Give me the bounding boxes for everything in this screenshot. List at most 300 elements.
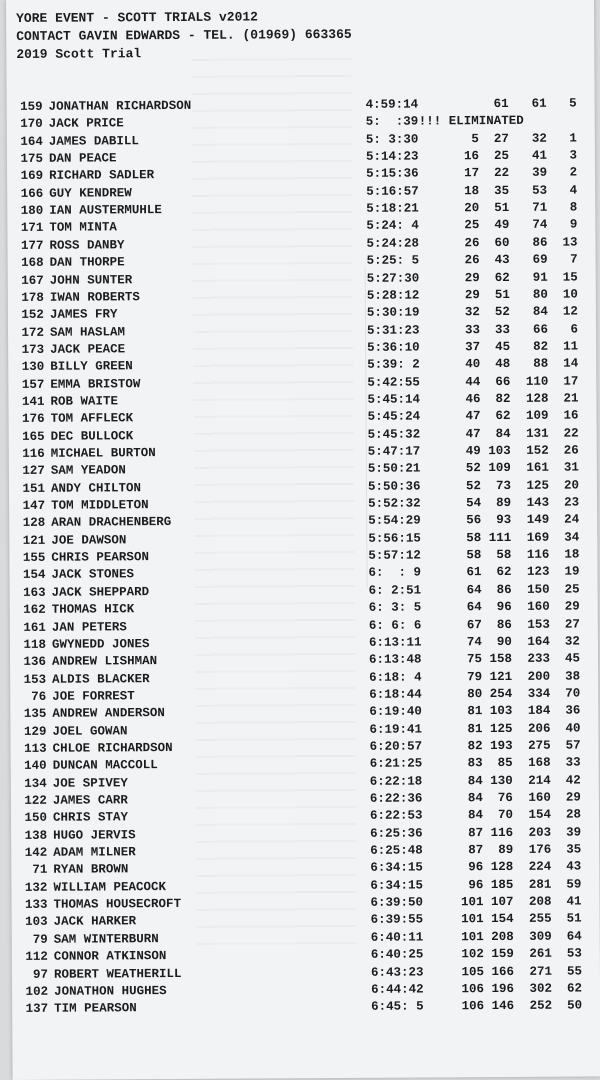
rider-name: JONATHAN RICHARDSON	[48, 98, 192, 114]
score-a: 106	[461, 981, 485, 997]
score-total: 53	[532, 183, 548, 198]
position: 42	[565, 773, 581, 788]
rider-name: DAN PEACE	[48, 151, 117, 166]
score-b: 62	[496, 565, 512, 580]
position: 4	[569, 183, 578, 198]
score-a: 47	[465, 426, 481, 441]
finish-time: 6:22:53	[369, 808, 423, 824]
rider-number: 140	[24, 759, 47, 774]
score-a: 83	[467, 756, 483, 771]
position: 70	[565, 686, 581, 701]
score-total: 86	[532, 235, 548, 250]
rider-number: 116	[22, 446, 45, 461]
score-total: 150	[527, 582, 550, 597]
position: 40	[565, 721, 581, 736]
score-b: 76	[497, 790, 513, 806]
score-b: 52	[494, 305, 510, 320]
position: 23	[564, 495, 580, 510]
rider-name: DAN THORPE	[49, 255, 125, 270]
score-total: 206	[527, 721, 551, 736]
finish-time: 6:21:25	[369, 756, 423, 772]
score-b: 166	[491, 964, 514, 979]
finish-time: 5:18:21	[366, 201, 419, 216]
rider-name: SAM YEADON	[50, 463, 126, 479]
score-total: 71	[532, 200, 548, 215]
score-a: 84	[467, 791, 483, 806]
rider-number: 176	[22, 412, 45, 427]
finish-time: 5:57:12	[368, 548, 421, 563]
score-b: 82	[495, 391, 511, 406]
rider-number: 122	[24, 793, 47, 808]
rider-name: IAN AUSTERMUHLE	[49, 203, 162, 218]
position: 19	[564, 564, 580, 580]
rider-name: CONNOR ATKINSON	[53, 949, 167, 964]
rider-number: 166	[20, 186, 44, 201]
finish-time: 6:22:36	[369, 791, 423, 806]
rider-name: RYAN BROWN	[53, 862, 129, 878]
position: 25	[564, 582, 580, 597]
rider-name: DEC BULLOCK	[50, 428, 134, 444]
score-b: 35	[494, 183, 510, 198]
position: 36	[565, 703, 581, 718]
score-b: 130	[490, 773, 513, 788]
position: 26	[563, 443, 579, 458]
finish-time: 5:56:15	[368, 531, 421, 546]
rider-name: JACK PEACE	[50, 342, 126, 357]
rider-number: 141	[21, 394, 45, 409]
finish-time: 5:14:23	[365, 149, 419, 164]
score-total: 41	[531, 148, 548, 163]
rider-name: CHLOE RICHARDSON	[52, 740, 173, 756]
score-a: 74	[466, 634, 482, 650]
score-total: 74	[532, 218, 548, 233]
finish-time: 6:13:11	[368, 635, 422, 650]
finish-time: 6:40:11	[370, 930, 424, 945]
score-a: 47	[465, 409, 481, 424]
score-b: 89	[496, 495, 512, 511]
rider-name: TOM AFFLECK	[50, 411, 134, 427]
score-total: 169	[526, 530, 550, 545]
position: 41	[566, 894, 582, 909]
rider-name: ROSS DANBY	[49, 238, 125, 253]
score-a: 26	[464, 253, 480, 268]
rider-name: TOM MIDDLETON	[51, 498, 149, 513]
score-total: 149	[526, 513, 550, 528]
rider-name: IWAN ROBERTS	[49, 290, 140, 305]
position: 17	[563, 374, 579, 389]
position: 29	[565, 790, 581, 805]
rider-name: SAM HASLAM	[49, 324, 126, 340]
score-b: 22	[494, 166, 510, 181]
position: 2	[569, 165, 578, 180]
score-total: 116	[526, 547, 550, 562]
rider-number: 152	[21, 307, 44, 323]
score-b: 58	[496, 548, 512, 563]
score-a: 40	[465, 357, 481, 372]
score-a: 84	[467, 773, 483, 788]
score-b: 33	[494, 322, 511, 337]
trial-year: 2019 Scott Trial	[16, 46, 142, 62]
position: 7	[570, 252, 578, 267]
score-total: 80	[532, 287, 548, 302]
rider-number: 164	[20, 134, 43, 149]
finish-time: 6:18: 4	[369, 670, 422, 685]
score-b: 62	[495, 409, 511, 424]
score-total: 82	[533, 339, 549, 354]
score-a: 58	[466, 530, 482, 545]
score-b: 70	[497, 808, 514, 823]
position: 18	[564, 547, 580, 562]
score-b: 146	[491, 999, 515, 1014]
score-b: 107	[490, 895, 514, 910]
score-total: 281	[528, 877, 552, 892]
score-a: 16	[463, 149, 480, 164]
rider-number: 128	[22, 516, 46, 531]
position: 43	[566, 859, 582, 874]
position: 59	[566, 877, 582, 892]
finish-time: 5:25: 5	[366, 253, 420, 268]
score-a: 17	[464, 166, 480, 181]
score-b: 48	[495, 357, 511, 372]
rider-name: MICHAEL BURTON	[50, 446, 156, 461]
score-total: 32	[531, 131, 547, 146]
position: 33	[565, 755, 581, 770]
rider-number: 175	[20, 151, 44, 166]
finish-time: 6:19:40	[369, 704, 422, 720]
finish-time: 6: 6: 6	[368, 617, 422, 633]
score-total: 88	[533, 356, 549, 372]
rider-name: ADAM MILNER	[53, 845, 136, 860]
rider-name: JOE DAWSON	[51, 533, 127, 548]
rider-number: 142	[24, 845, 48, 860]
position: 29	[564, 599, 580, 614]
finish-time: 5:36:10	[367, 340, 420, 355]
rider-number: 102	[25, 984, 49, 999]
score-a: 64	[466, 582, 482, 597]
position: 1	[569, 131, 577, 146]
score-a: 79	[467, 669, 483, 684]
rider-name: JAMES DABILL	[48, 133, 139, 149]
position: 32	[564, 634, 580, 649]
score-total: 302	[529, 981, 553, 996]
score-total: 164	[527, 634, 550, 649]
rider-number: 79	[32, 932, 48, 947]
position: 57	[565, 738, 581, 753]
rider-number: 97	[32, 967, 48, 982]
rider-name: ROBERT WEATHERILL	[53, 966, 182, 982]
rider-name: EMMA BRISTOW	[50, 376, 141, 392]
rider-number: 167	[21, 273, 44, 288]
score-a: 58	[466, 548, 482, 563]
finish-time: 5:45:14	[367, 392, 421, 407]
score-total: 184	[527, 703, 551, 719]
score-total: 69	[532, 252, 548, 267]
position: 12	[562, 304, 578, 319]
position: 64	[566, 929, 582, 944]
score-a: 52	[465, 478, 482, 493]
rider-name: JACK PRICE	[48, 116, 124, 132]
score-b: 43	[494, 253, 510, 268]
score-total: 271	[529, 964, 552, 979]
rider-number: 154	[22, 568, 46, 583]
score-b: 208	[491, 929, 514, 944]
finish-time: 5:42:55	[367, 375, 420, 390]
score-total: 261	[529, 946, 552, 961]
rider-name: HUGO JERVIS	[53, 827, 136, 843]
rider-name: THOMAS HICK	[51, 602, 135, 617]
finish-time: 5:45:32	[367, 427, 421, 442]
position: 27	[564, 617, 580, 632]
event-title: YORE EVENT - SCOTT TRIALS v2012	[16, 9, 258, 26]
score-a: 87	[468, 843, 484, 858]
position: 15	[562, 270, 578, 285]
rider-number: 162	[23, 602, 46, 618]
finish-time: 5:24:28	[366, 236, 420, 251]
score-a: 80	[467, 686, 483, 702]
score-b: 86	[496, 617, 512, 632]
score-a: 29	[464, 287, 480, 303]
document-header	[16, 8, 352, 64]
score-total: 153	[527, 617, 550, 632]
score-b: 159	[491, 947, 514, 962]
rider-number: 155	[22, 550, 46, 566]
rider-name: THOMAS HOUSECROFT	[53, 897, 182, 912]
score-a: 75	[466, 652, 483, 667]
score-total: 66	[532, 322, 549, 337]
score-a: 29	[464, 270, 480, 285]
finish-time: 6:43:23	[370, 964, 424, 980]
finish-time: 5:16:57	[366, 184, 419, 199]
score-b: 96	[496, 600, 512, 615]
score-b: 103	[489, 704, 513, 719]
finish-time: 6:25:36	[370, 826, 423, 841]
finish-time: 5:45:24	[367, 409, 421, 425]
rider-name: JAMES FRY	[49, 307, 118, 322]
rider-number: 71	[32, 863, 48, 878]
score-total: 160	[527, 599, 550, 614]
score-total: 176	[528, 842, 552, 857]
finish-time: 6:18:44	[369, 687, 422, 702]
rider-name: ALDIS BLACKER	[52, 671, 150, 687]
score-a: 20	[464, 201, 480, 216]
score-b: 62	[494, 270, 510, 285]
rider-number: 113	[24, 741, 47, 756]
finish-time: 6:40:25	[370, 947, 424, 962]
finish-time: 6:44:42	[371, 982, 424, 997]
position: 5	[569, 96, 577, 111]
score-a: 25	[464, 218, 480, 233]
position: 51	[566, 911, 582, 927]
rider-name: JACK SHEPPARD	[51, 584, 150, 600]
rider-number: 118	[23, 637, 46, 652]
finish-time: 6:39:50	[370, 895, 424, 910]
finish-time: 5:24: 4	[366, 218, 419, 234]
rider-name: JOHN SUNTER	[49, 272, 133, 288]
finish-time: 6:39:55	[370, 912, 424, 928]
score-a: 49	[465, 444, 481, 459]
rider-number: 170	[20, 117, 43, 132]
score-total: 214	[528, 773, 551, 788]
score-total: 309	[529, 929, 552, 944]
score-b: 85	[497, 756, 513, 771]
rider-number: 177	[20, 238, 44, 253]
rider-number: 130	[21, 360, 45, 375]
score-a: 56	[466, 513, 482, 528]
position: 24	[564, 512, 580, 527]
score-a: 52	[465, 461, 481, 476]
score-total: 208	[528, 894, 552, 909]
score-b: 93	[496, 513, 512, 528]
score-a: 32	[464, 305, 480, 320]
score-b: 128	[490, 860, 514, 875]
score-b: 25	[493, 148, 510, 164]
position: 6	[570, 322, 579, 337]
position: 28	[565, 807, 582, 822]
score-total: 154	[528, 808, 552, 823]
rider-name: DUNCAN MACCOLL	[52, 758, 158, 774]
score-total: 275	[528, 738, 551, 753]
score-total: 84	[532, 304, 548, 319]
score-a: 81	[467, 721, 483, 736]
result-row	[12, 998, 600, 1019]
score-a: 54	[466, 496, 482, 511]
score-b: 90	[496, 634, 512, 649]
score-a: 87	[468, 825, 484, 840]
rider-number: 136	[23, 654, 47, 670]
score-b: 116	[490, 825, 514, 840]
rider-number: 133	[24, 897, 48, 912]
rider-number: 137	[25, 1001, 49, 1017]
score-a: 26	[464, 235, 480, 251]
finish-time: 5:50:36	[367, 479, 421, 494]
score-total: 143	[526, 495, 550, 510]
finish-time: 5:30:19	[366, 305, 420, 320]
position: 20	[563, 478, 580, 493]
position: 9	[569, 217, 578, 232]
rider-number: 159	[20, 99, 43, 114]
finish-time: 5:27:30	[366, 270, 420, 286]
rider-name: BILLY GREEN	[50, 359, 133, 374]
position: 55	[566, 964, 582, 979]
position: 10	[562, 287, 578, 302]
rider-number: 135	[23, 707, 47, 722]
contact-line: CONTACT GAVIN EDWARDS - TEL. (01969) 663365	[16, 26, 352, 44]
finish-time: 5:52:32	[368, 496, 421, 511]
score-total: 131	[526, 426, 549, 441]
finish-time: 5:15:36	[366, 166, 419, 182]
score-total: 255	[529, 912, 552, 927]
position: 62	[566, 981, 583, 996]
finish-time: 5:28:12	[366, 288, 420, 303]
rider-name: ROB WAITE	[50, 394, 119, 409]
score-a: 96	[468, 860, 484, 875]
rider-name: JACK HARKER	[53, 914, 137, 930]
score-b: 103	[488, 443, 511, 459]
position: 45	[564, 651, 581, 666]
rider-number: 138	[24, 828, 48, 843]
score-b: 49	[494, 218, 510, 233]
finish-time: 6:34:15	[370, 878, 423, 893]
score-total: 252	[529, 998, 553, 1014]
position: 39	[566, 825, 582, 840]
score-a: 101	[461, 912, 484, 927]
score-a: 81	[467, 704, 483, 719]
score-a: 33	[464, 322, 481, 337]
finish-time: 6:13:48	[368, 652, 422, 667]
score-b: 60	[494, 235, 510, 250]
rider-number: 112	[25, 949, 48, 965]
rider-number: 169	[20, 169, 44, 184]
finish-time: 6:34:15	[370, 860, 423, 876]
rider-number: 134	[24, 776, 47, 791]
score-a: 37	[465, 340, 481, 355]
position: 14	[563, 356, 579, 371]
score-a: 18	[464, 183, 480, 198]
position: 35	[566, 842, 582, 857]
score-b: 121	[489, 669, 513, 684]
finish-time: 5: :39	[365, 114, 419, 130]
score-total: 200	[527, 669, 551, 684]
score-total: 152	[526, 443, 549, 458]
rider-name: ANDREW LISHMAN	[52, 654, 158, 669]
position: 53	[566, 946, 582, 961]
score-a: 5	[471, 131, 479, 146]
score-a: 46	[465, 392, 481, 407]
rider-number: 178	[21, 290, 44, 305]
rider-name: JAMES CARR	[52, 793, 128, 808]
score-b: 154	[491, 912, 514, 927]
position: 13	[562, 235, 578, 250]
score-a: 84	[467, 808, 484, 823]
score-b: 193	[490, 738, 513, 753]
rider-number: 157	[21, 377, 45, 392]
score-b: 27	[493, 131, 509, 146]
score-a: 96	[468, 877, 484, 892]
score-a: 106	[461, 999, 485, 1014]
position: 38	[565, 669, 581, 684]
score-b: 254	[489, 686, 513, 701]
rider-number: 132	[24, 880, 48, 895]
score-total: 39	[532, 166, 548, 181]
rider-number: 161	[23, 620, 46, 635]
rider-name: ANDY CHILTON	[50, 480, 142, 496]
position: 34	[564, 530, 580, 545]
finish-time: 5:31:23	[366, 323, 420, 338]
score-total: 224	[528, 860, 552, 875]
rider-number: 150	[24, 811, 48, 826]
score-a: 67	[466, 617, 482, 632]
score-total: 161	[526, 461, 549, 476]
finish-time: 6:45: 5	[371, 999, 424, 1014]
score-total: 91	[532, 270, 548, 285]
finish-time: 6: 3: 5	[368, 600, 422, 615]
rider-name: SAM WINTERBURN	[53, 931, 159, 947]
score-a: 64	[466, 600, 482, 615]
score-total: 233	[527, 651, 551, 667]
score-a: 101	[460, 895, 484, 910]
score-total: 168	[528, 755, 551, 771]
eliminated-note: !!! ELIMINATED	[418, 114, 524, 129]
score-b: 73	[495, 478, 512, 493]
score-b: 86	[496, 582, 512, 597]
rider-name: WILLIAM PEACOCK	[53, 879, 166, 895]
finish-time: 5:54:29	[368, 513, 421, 529]
rider-name: GUY KENDREW	[49, 185, 132, 201]
finish-time: 5:50:21	[367, 461, 421, 477]
position: 50	[567, 998, 583, 1013]
rider-name: TOM MINTA	[49, 220, 117, 236]
rider-number: 129	[23, 724, 47, 739]
